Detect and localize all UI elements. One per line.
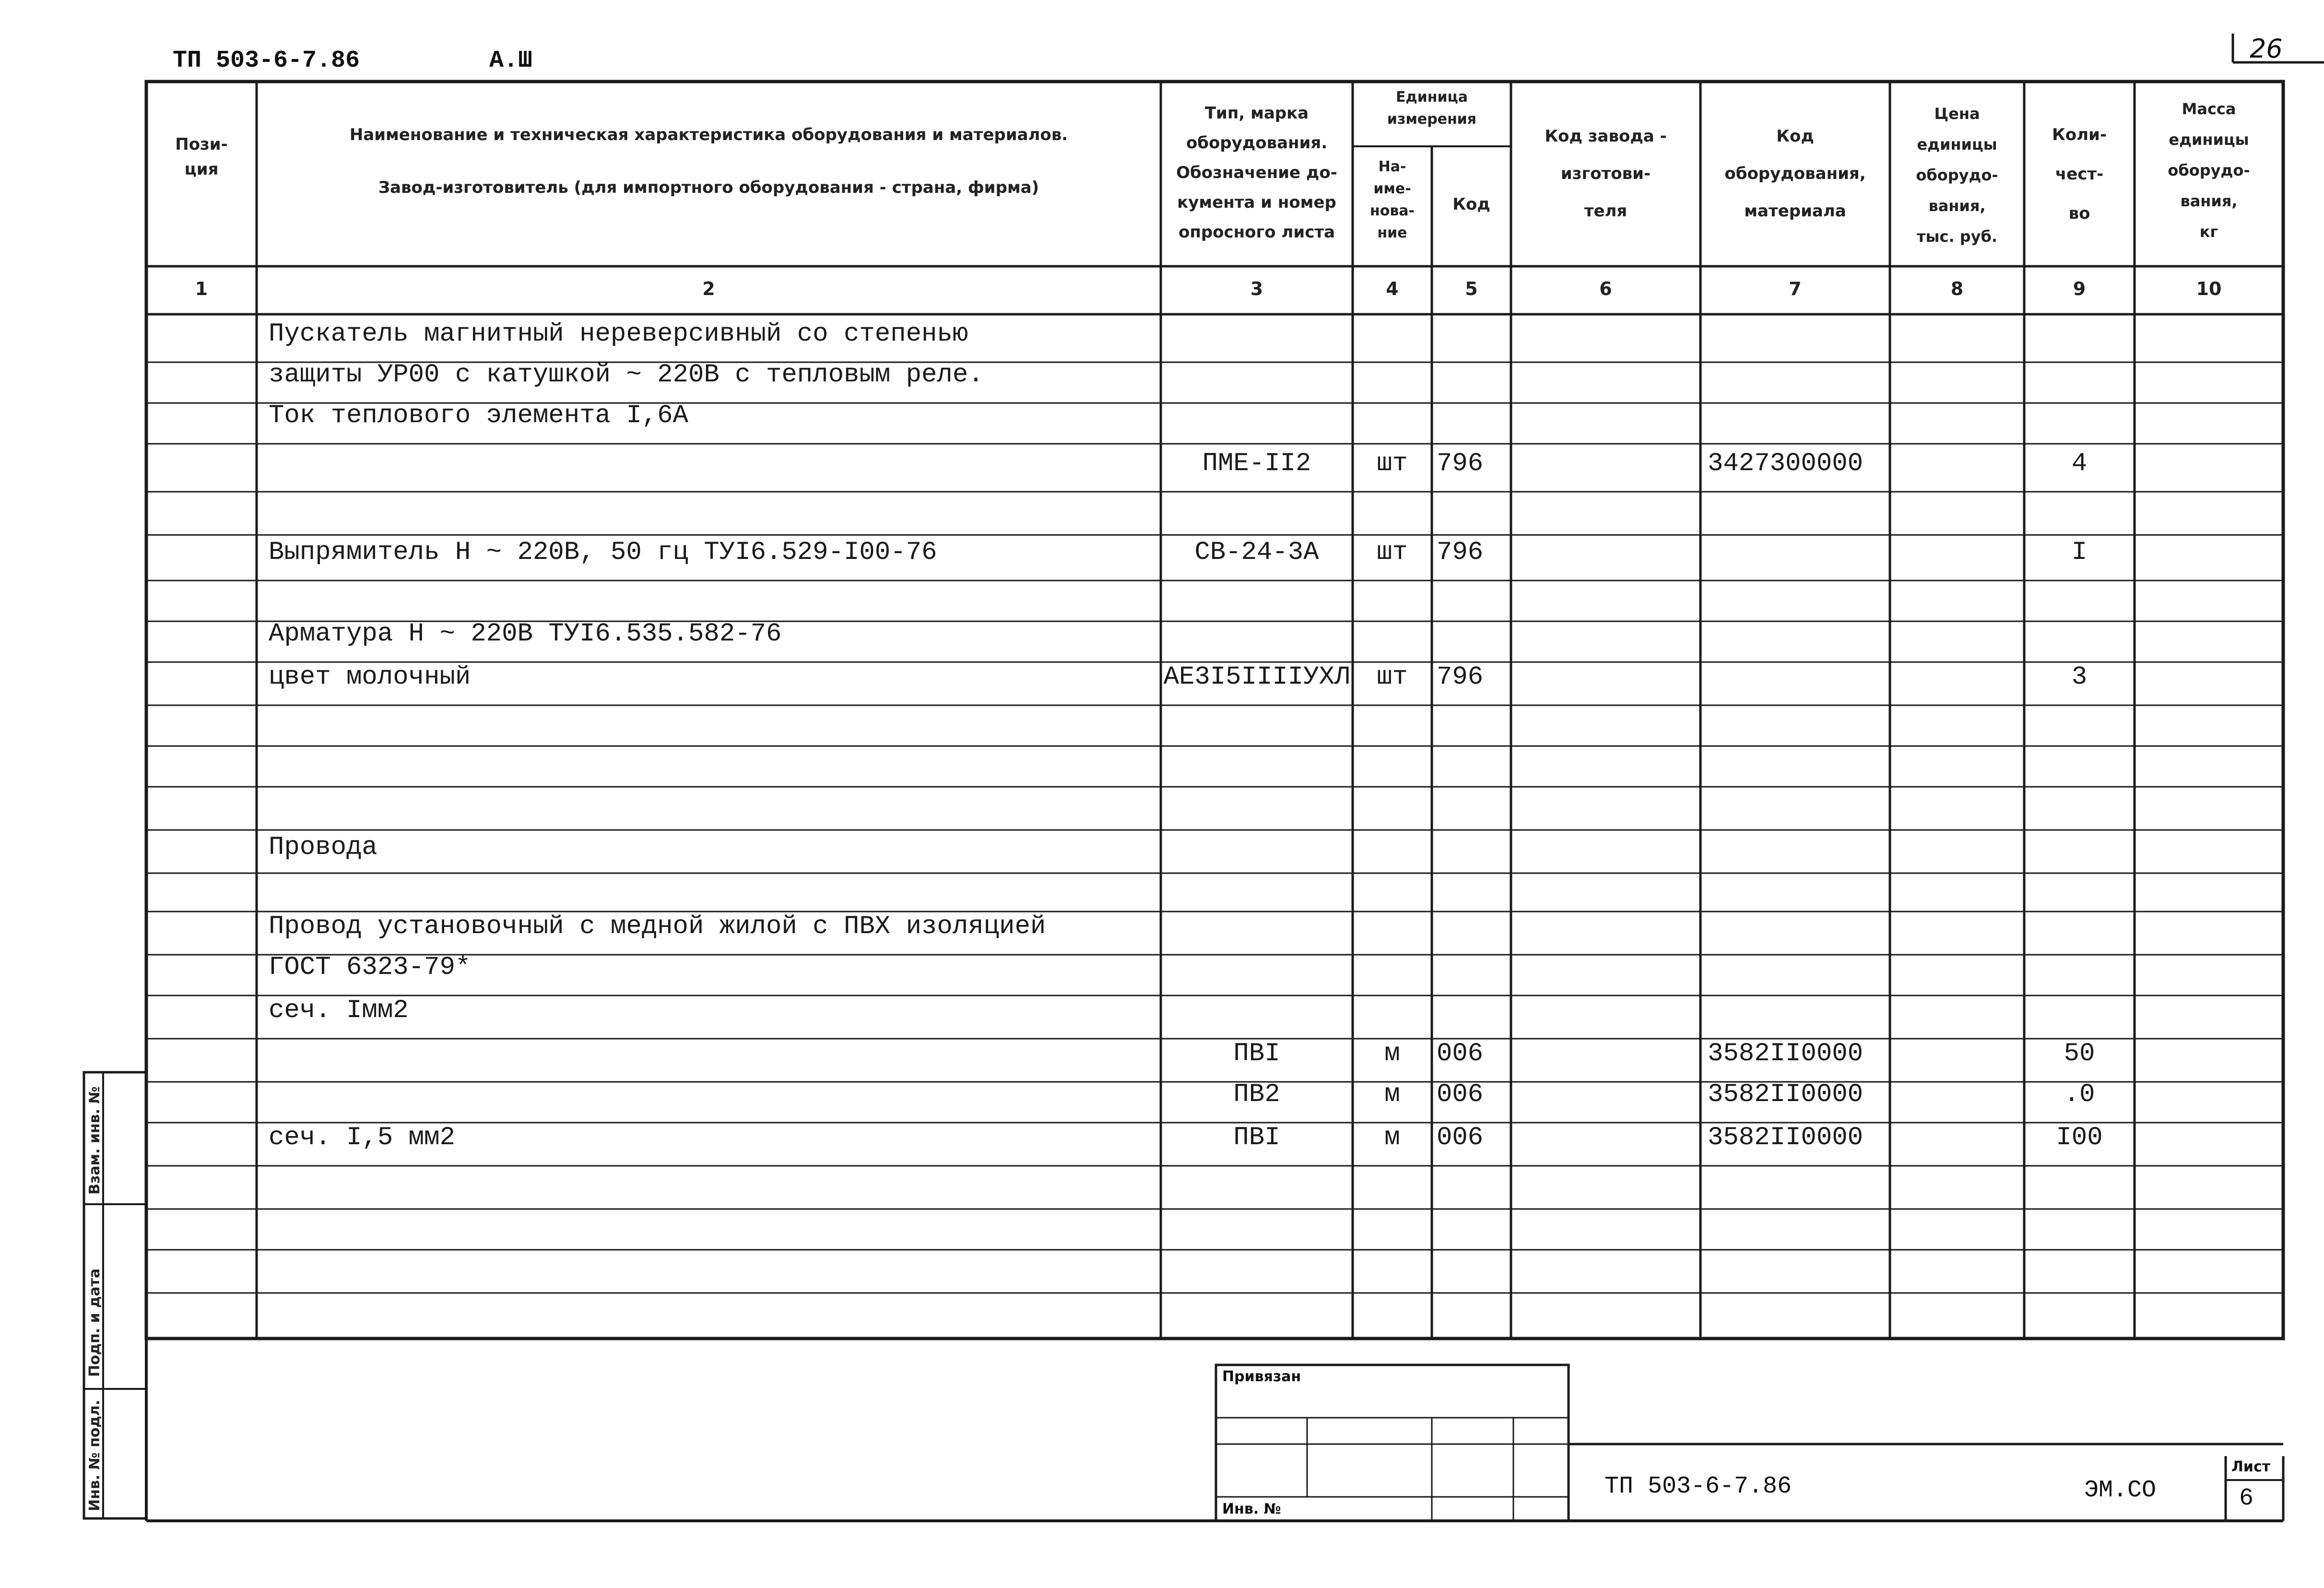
table-cell-c5: 796 <box>1437 663 1484 692</box>
col-number-7: 7 <box>1789 278 1802 299</box>
table-cell-c4: шт <box>1377 663 1408 692</box>
table-cell-c7: 3582II0000 <box>1708 1039 1864 1068</box>
header-col2-line2: Завод-изготовитель (для импортного оборудования - страна, фирма) <box>378 178 1039 197</box>
side-label-vzam: Взам. инв. № <box>86 1086 103 1195</box>
table-cell-c7: 3582II0000 <box>1708 1080 1864 1109</box>
table-cell-c2: Провода <box>269 833 378 862</box>
table-cell-c9: 50 <box>2064 1039 2095 1068</box>
col-number-3: 3 <box>1250 278 1263 299</box>
table-cell-c2: защиты УР00 с катушкой ~ 220В с тепловым реле. <box>269 360 984 390</box>
table-cell-c4: шт <box>1377 449 1408 478</box>
header-col8: Цена единицы оборудо- вания, тыс. руб. <box>1916 105 1998 246</box>
table-cell-c5: 796 <box>1437 449 1484 478</box>
header-col10: Масса единицы оборудо- вания, кг <box>2168 100 2250 241</box>
table-cell-c2: Выпрямитель Н ~ 220В, 50 гц ТУI6.529-I00-76 <box>269 538 937 567</box>
header-unit-group: Единица измерения <box>1387 89 1477 128</box>
header-col2-line1: Наименование и техническая характеристика оборудования и материалов. <box>349 125 1068 144</box>
table-cell-c3: ПМЕ-II2 <box>1202 449 1311 478</box>
table-cell-c2: сеч. Iмм2 <box>269 996 409 1025</box>
header-col9: Коли- чест- во <box>2052 125 2107 223</box>
table-cell-c2: Пускатель магнитный нереверсивный со степенью <box>269 320 968 349</box>
table-cell-c5: 006 <box>1437 1039 1484 1068</box>
table-cell-c9: .0 <box>2064 1080 2095 1109</box>
col-number-10: 10 <box>2196 278 2222 299</box>
table-cell-c9: I00 <box>2056 1123 2103 1152</box>
table-cell-c3: СВ-24-3А <box>1194 538 1319 567</box>
album-label: А.Ш <box>489 47 533 74</box>
table-cell-c2: цвет молочный <box>269 663 471 692</box>
table-cell-c4: м <box>1384 1039 1400 1068</box>
header-col4: На- име- нова- ние <box>1369 158 1415 241</box>
doc-code-top: ТП 503-6-7.86 <box>173 47 360 74</box>
table-cell-c5: 006 <box>1437 1123 1484 1152</box>
side-label-podp: Подп. и дата <box>86 1268 103 1377</box>
stamp-privyazan: Привязан <box>1222 1368 1301 1385</box>
table-cell-c4: м <box>1384 1080 1400 1109</box>
col-number-5: 5 <box>1465 278 1478 299</box>
header-col6: Код завода - изготови- теля <box>1545 127 1667 221</box>
col-number-2: 2 <box>702 278 715 299</box>
table-cell-c2: Ток теплового элемента I,6А <box>269 401 688 430</box>
stamp-doc-code: ТП 503-6-7.86 <box>1604 1473 1792 1500</box>
table-cell-c2: сеч. I,5 мм2 <box>269 1123 455 1152</box>
table-cell-c9: 3 <box>2071 663 2088 692</box>
table-cell-c3: ПВ2 <box>1233 1080 1280 1109</box>
col-number-8: 8 <box>1950 278 1964 299</box>
table-cell-c4: шт <box>1377 538 1408 567</box>
side-label-inv: Инв. № подл. <box>86 1399 103 1511</box>
table-cell-c2: Провод установочный с медной жилой с ПВХ изоляцией <box>269 912 1046 941</box>
table-cell-c7: 3427300000 <box>1708 449 1864 478</box>
col-number-4: 4 <box>1386 278 1399 299</box>
header-col1: Пози- ция <box>175 135 228 179</box>
stamp-inv-no: Инв. № <box>1222 1501 1281 1517</box>
stamp-sheet-number: 6 <box>2239 1485 2254 1512</box>
header-col3: Тип, марка оборудования. Обозначение до- кумента и номер опросного листа <box>1176 104 1337 242</box>
table-cell-c3: ПВI <box>1233 1039 1280 1068</box>
stamp-mark: ЭМ.СО <box>2084 1477 2157 1504</box>
col-number-1: 1 <box>195 278 208 299</box>
col-number-9: 9 <box>2073 278 2086 299</box>
table-cell-c9: 4 <box>2071 449 2088 478</box>
table-cell-c2: ГОСТ 6323-79* <box>269 953 471 982</box>
table-cell-c2: Арматура Н ~ 220В ТУI6.535.582-76 <box>269 619 782 649</box>
table-cell-c4: м <box>1384 1123 1400 1152</box>
table-cell-c7: 3582II0000 <box>1708 1123 1864 1152</box>
table-cell-c9: I <box>2071 538 2088 567</box>
table-cell-c3: АЕ3I5IIIIУХЛ <box>1163 663 1350 692</box>
page-number: 26 <box>2250 34 2283 64</box>
header-col7: Код оборудования, материала <box>1724 127 1866 221</box>
table-cell-c5: 796 <box>1437 538 1484 567</box>
table-cell-c5: 006 <box>1437 1080 1484 1109</box>
header-col5: Код <box>1452 195 1490 214</box>
stamp-sheet-label: Лист <box>2231 1458 2271 1475</box>
table-cell-c3: ПВI <box>1233 1123 1280 1152</box>
col-number-6: 6 <box>1599 278 1612 299</box>
